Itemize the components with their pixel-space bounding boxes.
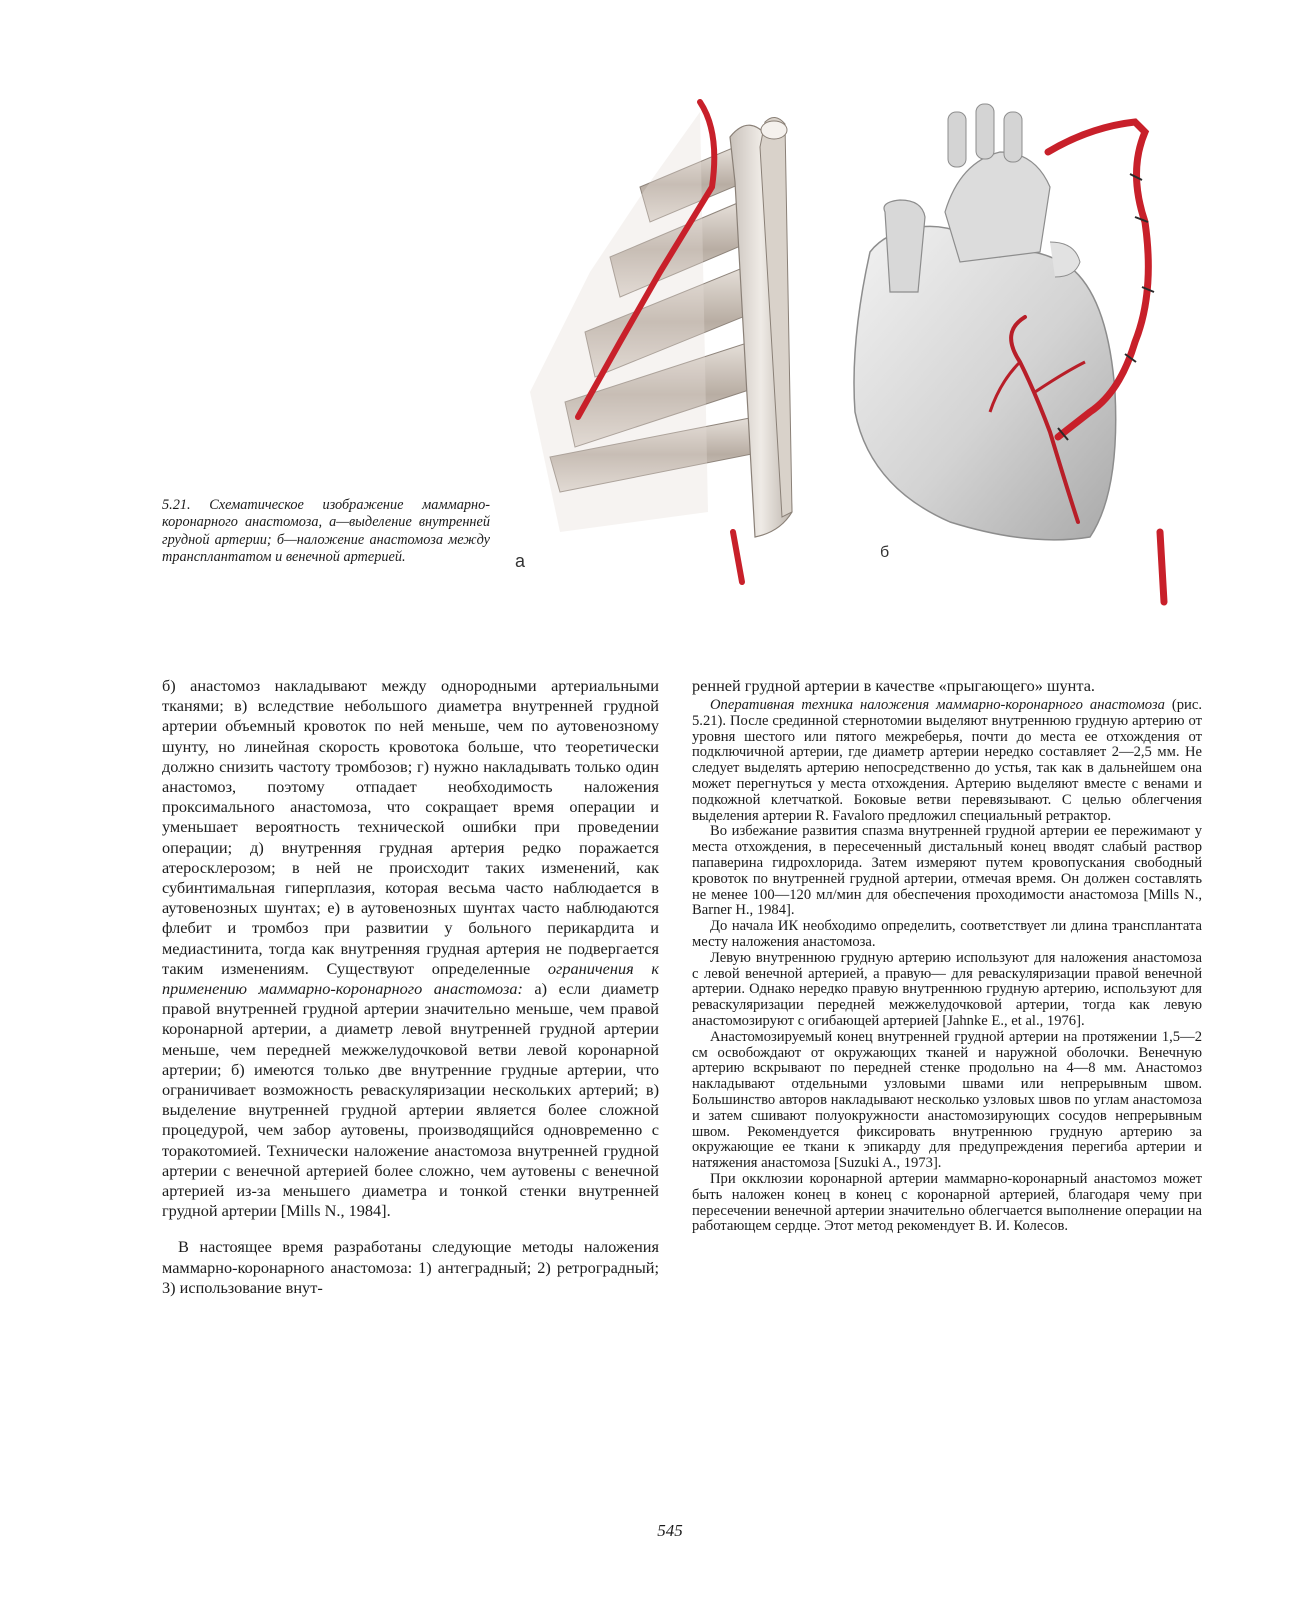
figure-5-21 <box>515 92 1220 622</box>
right-paragraph-5: Анастомозируемый конец внутренней грудной артерии на протяжении 1,5—2 см освобождают от окружающих тканей и наружной оболочки. Венечную артерию вскрывают по передней стенке продольно на 4—8 мм. Анастомоз накладывают отдельными узловыми швами или непрерывным швом. Большинство авторов накладывают несколько узловых швов по углам анастомоза и затем сшивают полуокружности анастомозирующих сосудов непрерывным швом. Рекомендуется фиксировать внутреннюю грудную артерию за окружающие ее ткани к эпикарду для предупреждения перегиба артерии и натяжения анастомоза [Suzuki A., 1973]. <box>692 1028 1202 1172</box>
figure-caption: 5.21. Схематическое изображение маммарно-коронарного анастомоза, а—выделение внутренней грудной артерии; б—наложение анастомоза между трансплантатом и венечной артерией. <box>162 497 490 566</box>
right-paragraph-3: До начала ИК необходимо определить, соответствует ли длина трансплантата месту наложения анастомоза. <box>692 918 1202 950</box>
left-column <box>162 676 659 1298</box>
heart-illustration <box>854 104 1164 602</box>
left-paragraph-1: б) анастомоз накладывают между однородными артериальными тканями; в) вследствие небольшого диаметра внутренней грудной артерии объемный кровоток по ней меньше, чем по аутовенозному шунту, но линейная скорость кровотока больше, что теоретически должно снизить частоту тромбозов; г) нужно накладывать только один анастомоз, поэтому отпадает необходимость наложения проксимального анастомоза, что сокращает время операции и уменьшает вероятность технической ошибки при проведении операции; д) внутренняя грудная артерия редко поражается атеросклерозом; в ней не происходит таких изменений, как субинтимальная гиперплазия, которая весьма часто наблюдается в аутовенозных шунтах; е) в аутовенозных шунтах часто наблюдаются флебит и тромбоз при развитии у больного перикардита и медиастинита, тогда как внутренняя грудная артерия не подвергается таким изменениям. Существуют определенные ограничения к применению маммарно-коронарного анастомоза: а) если диаметр правой внутренней грудной артерии значительно меньше, чем правой коронарной артерии, а диаметр левой внутренней грудной артерии меньше, чем передней межжелудочковой ветви левой коронарной артерии; б) имеются только две внутренние грудные артерии, что ограничивает возможность реваскуляризации нескольких артерий; в) выделение внутренней грудной артерии является более сложной процедурой, чем забор аутовены, производящийся одновременно с торакотомией. Технически наложение анастомоза внутренней грудной артерии с венечной артерией более сложно, чем аутовены с венечной артерией из-за меньшего диаметра и тонкой стенки внутренней грудной артерии [Mills N., 1984]. <box>162 676 659 1221</box>
right-paragraph-4: Левую внутреннюю грудную артерию используют для наложения анастомоза с левой венечной артерией, а правую— для реваскуляризации правой венечной артерии. Однако нередко правую внутреннюю грудную артерию, используют для реваскуляризации передней межжелудочковой артерии, тогда как левую анастомозируют с огибающей артерией [Jahnke E., et al., 1976]. <box>692 949 1202 1029</box>
left-paragraph-2: В настоящее время разработаны следующие методы наложения маммарно-коронарного анастомоза: 1) антеградный; 2) ретроградный; 3) использование внут- <box>162 1237 659 1297</box>
right-paragraph-2: Во избежание развития спазма внутренней грудной артерии ее пережимают у места отхождения, в пересеченный дистальный конец вводят слабый раствор папаверина гидрохлорида. Затем измеряют путем кровопускания свободный кровоток по внутренней грудной артерии, отмечая время. Он должен составлять не менее 100—120 мл/мин для обеспечения проходимости анастомоза [Mills N., Barner H., 1984]. <box>692 823 1202 919</box>
page-number: 545 <box>657 1521 683 1540</box>
sternum <box>730 117 792 537</box>
right-column <box>692 676 1202 1235</box>
right-paragraph-0: ренней грудной артерии в качестве «прыгающего» шунта. <box>692 676 1096 695</box>
chest-wall-illustration <box>515 102 792 582</box>
anatomy-illustration <box>515 92 1220 622</box>
right-paragraph-1: Оперативная техника наложения маммарно-коронарного анастомоза (рис. 5.21). После срединной стернотомии выделяют внутреннюю грудную артерию от уровня шестого или пятого межреберья, почти до места ее отхождения от подключичной артерии, где диаметр артерии нередко составляет 2—2,5 мм. Не следует выделять артерию непосредственно до устья, так как в дальнейшем она может перегнуться у места отхождения. Артерию выделяют вместе с венами и подкожной клетчаткой. Боковые ветви перевязывают. С целью облегчения выделения артерии R. Favaloro предложил специальный ретрактор. <box>692 697 1202 824</box>
label-b: б <box>880 544 890 561</box>
label-a: а <box>515 551 526 571</box>
right-paragraph-6: При окклюзии коронарной артерии маммарно-коронарный анастомоз может быть наложен конец в конец с коронарной артерией, благодаря чему при пересечении венечной артерии значительно облегчается выполнение операции на работающем сердце. Этот метод рекомендует В. И. Колесов. <box>692 1170 1202 1235</box>
